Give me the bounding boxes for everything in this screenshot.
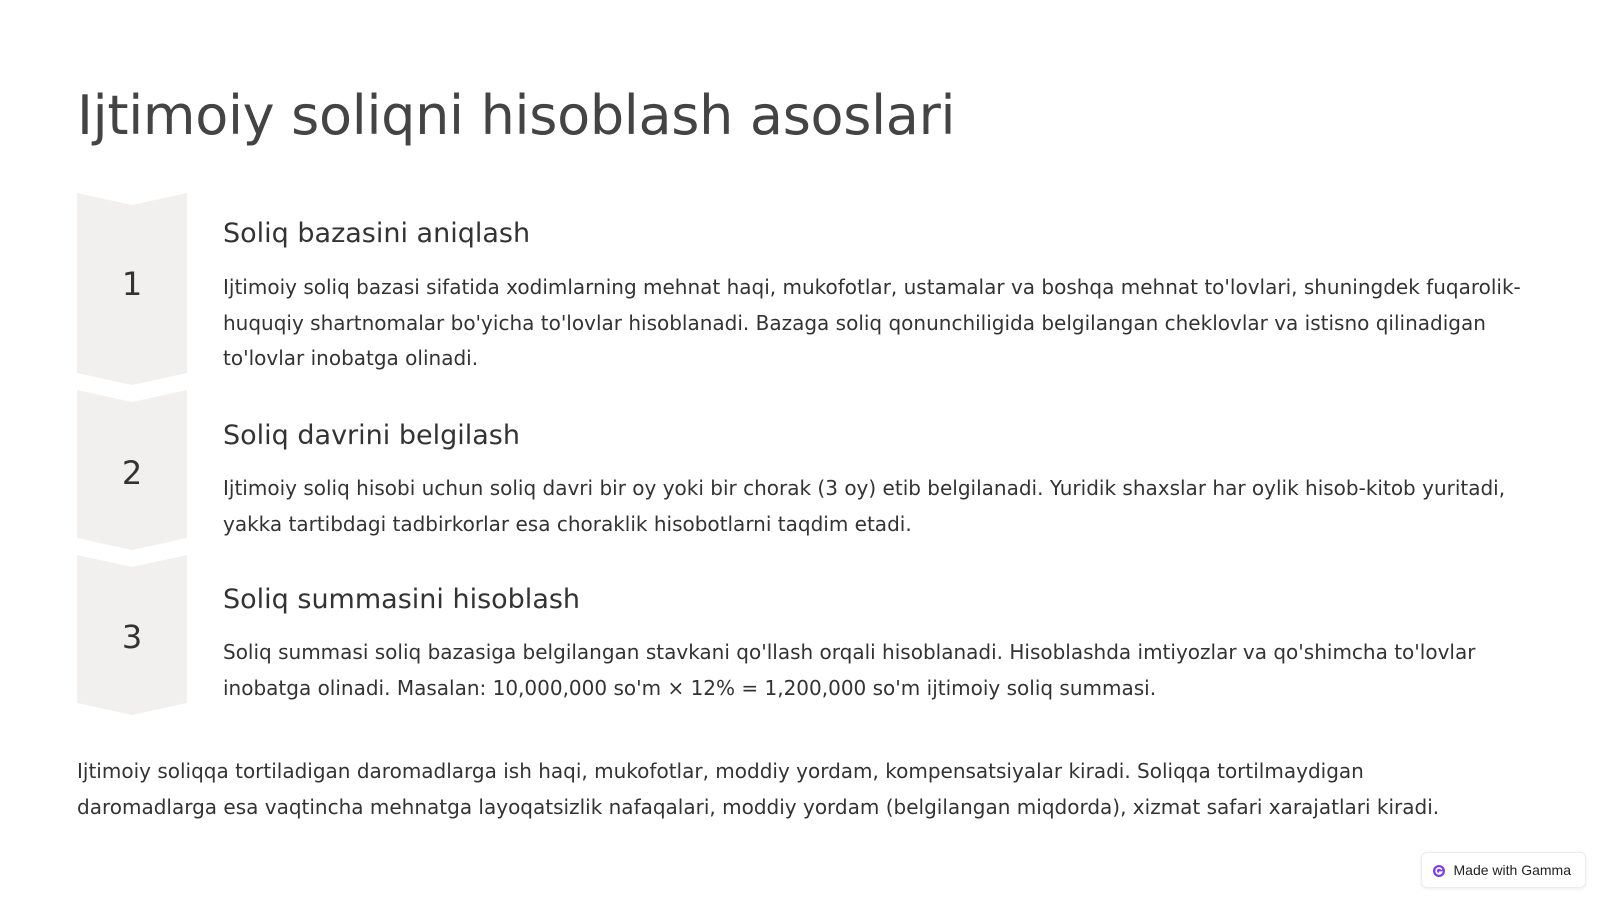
footer-paragraph: Ijtimoiy soliqqa tortiladigan daromadlarga ish haqi, mukofotlar, moddiy yordam, kompensatsiyalar kiradi. Soliqqa tortilmaydigan daromadlarga esa vaqtincha mehnatga layoqatsizlik nafaqalari, moddiy yordam (belgilangan miqdorda), xizmat safari xarajatlari kiradi.	[77, 759, 1440, 819]
made-with-gamma-badge[interactable]	[1421, 852, 1586, 888]
badge-label: Made with Gamma	[1453, 862, 1571, 878]
step-3-body: Soliq summasi soliq bazasiga belgilangan stavkani qo'llash orqali hisoblanadi. Hisoblashda imtiyozlar va qo'shimcha to'lovlar inobatga olinadi. Masalan: 10,000,000 so'm × 12% = 1,200,000 so'm ijtimoiy soliq summasi.	[223, 640, 1476, 700]
gamma-logo-icon	[1432, 863, 1446, 877]
page-title: Ijtimoiy soliqni hisoblash asoslari	[77, 84, 956, 147]
step-2-number: 2	[121, 454, 143, 492]
step-2-heading: Soliq davrini belgilash	[223, 420, 520, 451]
step-1-number: 1	[121, 265, 143, 303]
step-3-heading: Soliq summasini hisoblash	[223, 584, 581, 615]
step-2-body: Ijtimoiy soliq hisobi uchun soliq davri bir oy yoki bir chorak (3 oy) etib belgilanadi. Yuridik shaxslar har oylik hisob-kitob yuritadi, yakka tartibdagi tadbirkorlar esa choraklik hisobotlarni taqdim etadi.	[223, 476, 1506, 536]
step-3-number: 3	[121, 618, 143, 656]
step-1-body: Ijtimoiy soliq bazasi sifatida xodimlarning mehnat haqi, mukofotlar, ustamalar va boshqa mehnat to'lovlari, shuningdek fuqarolik-huquqiy shartnomalar bo'yicha to'lovlar hisoblanadi. Bazaga soliq qonunchiligida belgilangan cheklovlar va istisno qilinadigan to'lovlar inobatga olinadi.	[223, 275, 1521, 370]
step-1-heading: Soliq bazasini aniqlash	[223, 218, 531, 249]
